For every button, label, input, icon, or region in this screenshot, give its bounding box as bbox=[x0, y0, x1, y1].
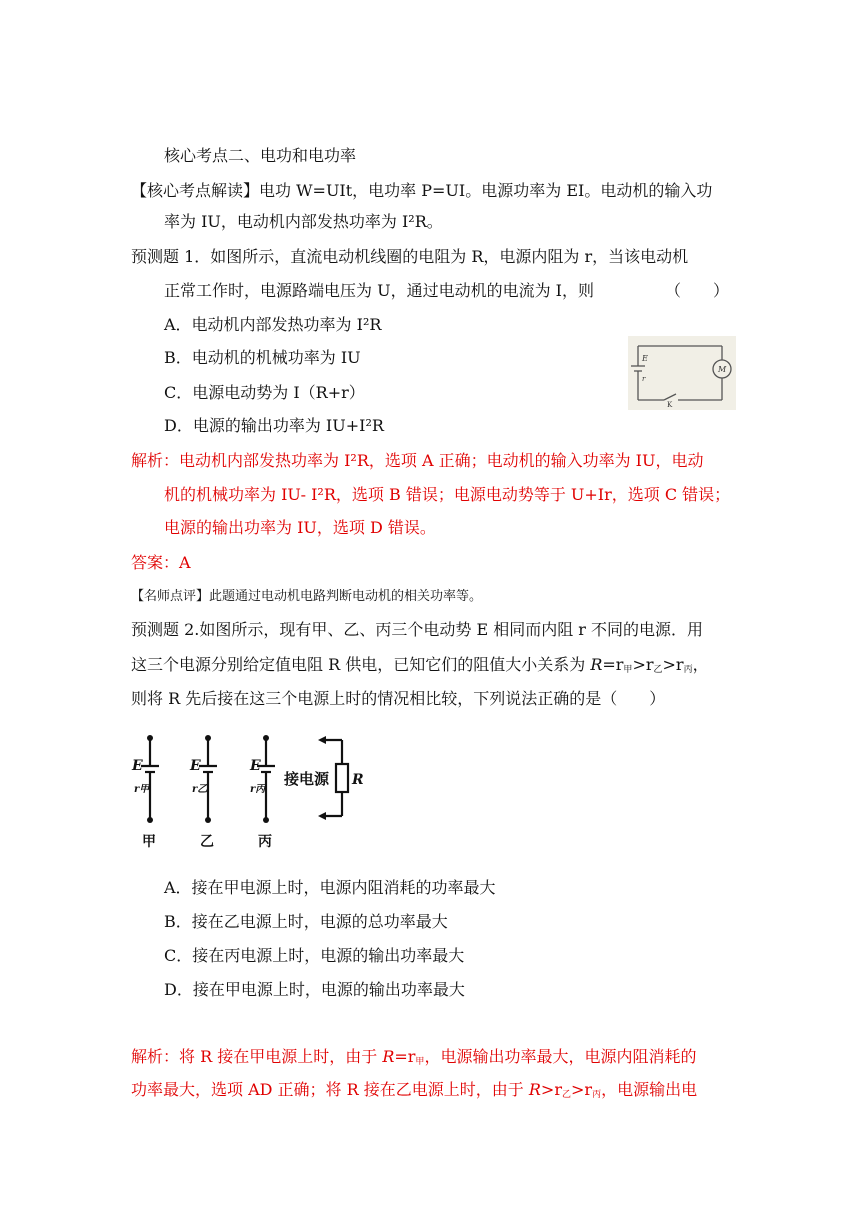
q2-stem-line-3: 则将 R 先后接在这三个电源上时的情况相比较，下列说法正确的是（ ） bbox=[131, 689, 666, 708]
section-heading: 核心考点二、电功和电功率 bbox=[164, 146, 357, 165]
q1-motor-circuit-figure bbox=[628, 336, 736, 410]
q1-stem-line-2: 正常工作时，电源路端电压为 U，通过电动机的电流为 I，则 bbox=[164, 281, 594, 300]
q2-source3-emf-label: E bbox=[250, 758, 261, 774]
q2-analysis-line-1: 解析：将 R 接在甲电源上时，由于 R=r甲，电源输出功率最大，电源内阻消耗的 bbox=[131, 1047, 697, 1067]
q2-sources-figure bbox=[128, 734, 368, 852]
q2-connect-label: 接电源 bbox=[284, 770, 330, 788]
q2-source2-name: 乙 bbox=[200, 834, 214, 850]
q2-source3-r-label: r丙 bbox=[250, 784, 266, 795]
q1-option-a: A．电动机内部发热功率为 I²R bbox=[164, 315, 382, 334]
q2-stem-line-2: 这三个电源分别给定值电阻 R 供电，已知它们的阻值大小关系为 R=r甲>r乙>r丙， bbox=[131, 655, 709, 675]
q2-source2-emf-label: E bbox=[190, 758, 201, 774]
q2-stem-line-1: 预测题 2.如图所示，现有甲、乙、丙三个电动势 E 相同而内阻 r 不同的电源．用 bbox=[131, 620, 704, 639]
interpretation-line-1: 【核心考点解读】电功 W=UIt，电功率 P=UI。电源功率为 EI。电动机的输入功 bbox=[131, 181, 713, 200]
q2-option-a: A．接在甲电源上时，电源内阻消耗的功率最大 bbox=[164, 878, 496, 897]
q2-option-b: B．接在乙电源上时，电源的总功率最大 bbox=[164, 912, 448, 931]
q1-option-c: C．电源电动势为 I（R+r） bbox=[164, 383, 365, 402]
q1-option-b: B．电动机的机械功率为 IU bbox=[164, 348, 361, 367]
q2-option-d: D．接在甲电源上时，电源的输出功率最大 bbox=[164, 980, 465, 999]
q2-analysis-line-2: 功率最大，选项 AD 正确；将 R 接在乙电源上时，由于 R>r乙>r丙，电源输出电 bbox=[131, 1080, 698, 1100]
q2-option-c: C．接在丙电源上时，电源的输出功率最大 bbox=[164, 946, 465, 965]
q2-source1-r-label: r甲 bbox=[134, 784, 150, 795]
q1-analysis-line-2: 机的机械功率为 IU- I²R，选项 B 错误；电源电动势等于 U+Ir，选项 C 错误； bbox=[164, 485, 731, 504]
q1-teacher-comment: 【名师点评】此题通过电动机电路判断电动机的相关功率等。 bbox=[131, 589, 483, 604]
q1-analysis-line-1: 解析：电动机内部发热功率为 I²R，选项 A 正确；电动机的输入功率为 IU，电动 bbox=[131, 451, 704, 470]
q1-stem-line-1: 预测题 1．如图所示，直流电动机线圈的电阻为 R，电源内阻为 r，当该电动机 bbox=[131, 247, 689, 266]
q1-switch-label: K bbox=[667, 401, 673, 409]
q1-internal-resistance-label: r bbox=[642, 375, 646, 383]
q1-option-d: D．电源的输出功率为 IU+I²R bbox=[164, 416, 384, 435]
q1-analysis-line-3: 电源的输出功率为 IU，选项 D 错误。 bbox=[164, 518, 436, 537]
q2-resistor-label: R bbox=[352, 772, 364, 788]
q1-motor-label: M bbox=[718, 365, 727, 374]
q2-source2-r-label: r乙 bbox=[192, 784, 208, 795]
q2-source3-name: 丙 bbox=[258, 834, 272, 850]
q2-source1-emf-label: E bbox=[132, 758, 143, 774]
interpretation-line-2: 率为 IU，电动机内部发热功率为 I²R。 bbox=[164, 212, 443, 231]
q1-emf-label: E bbox=[642, 354, 648, 363]
q1-answer-paren: （ ） bbox=[665, 281, 730, 300]
q1-answer: 答案：A bbox=[131, 553, 191, 572]
q2-source1-name: 甲 bbox=[142, 834, 156, 850]
